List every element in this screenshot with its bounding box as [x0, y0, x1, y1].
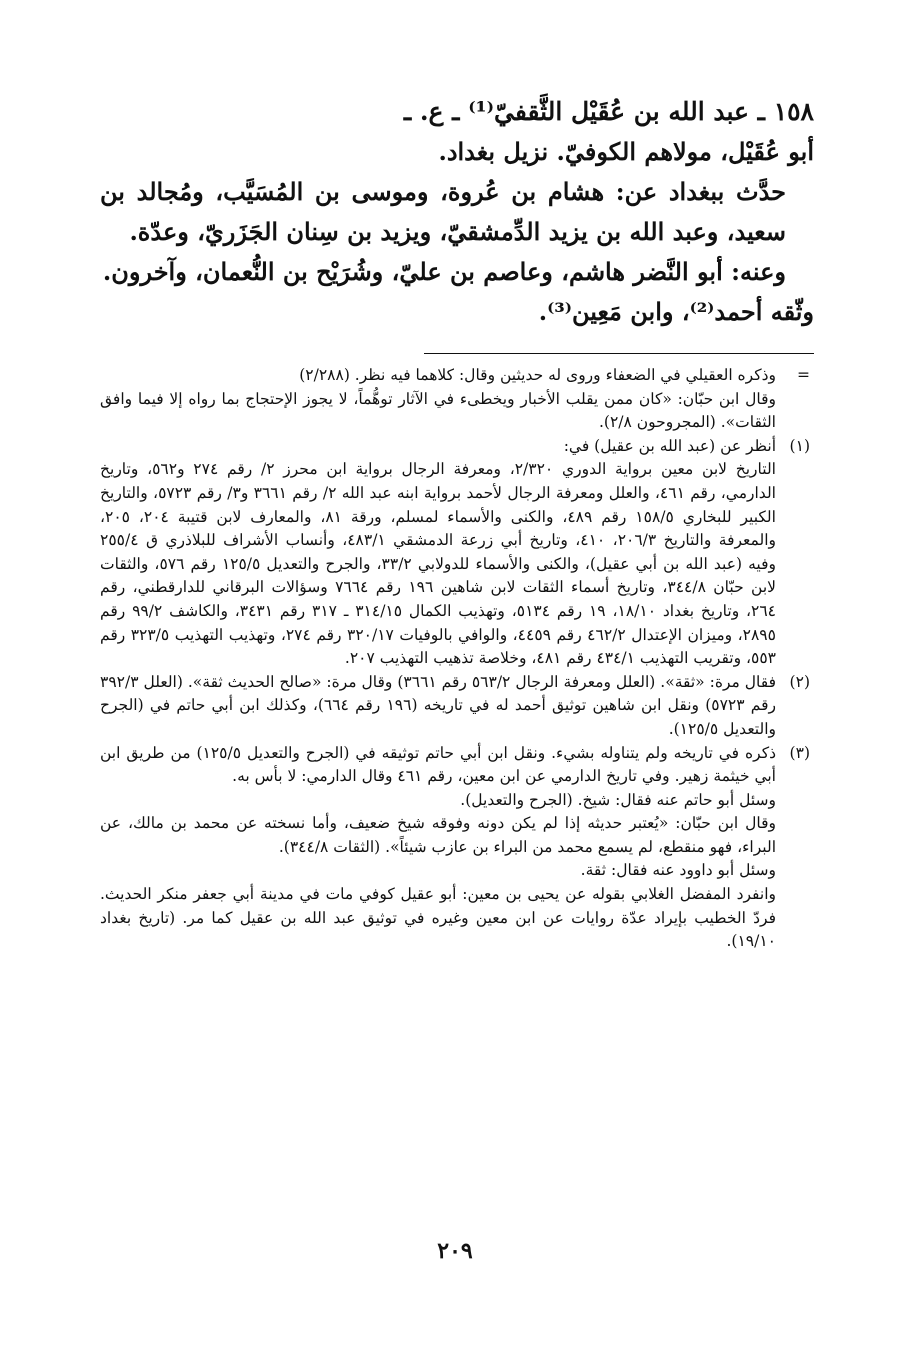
- footnote-paragraph: وانفرد المفضل الغلابي بقوله عن يحيى بن معين: أبو عقيل كوفي مات في مدينة أبي جعفر منكر الحديث. فردّ الخطيب بإيراد عدّة روايات عن ابن معين وغيره في توثيق عبد الله بن عقيل كما مر. (تاريخ بغداد ١٩/١٠).: [100, 885, 776, 951]
- biography-entry: [100, 92, 814, 332]
- footnote-marker: (٢): [789, 672, 810, 691]
- footnote-paragraph: أنظر عن (عبد الله بن عقيل) في:: [563, 436, 776, 455]
- page-number: ٢٠٩: [437, 1238, 473, 1264]
- footnote-paragraph: ذكره في تاريخه ولم يتناوله بشيء. ونقل ابن أبي حاتم توثيقه في (الجرح والتعديل ١٢٥/٥) من طريق ابن أبي خيثمة زهير. وفي تاريخ الدارمي عن ابن معين، رقم ٤٦١ وقال الدارمي: لا بأس به.: [100, 743, 776, 786]
- footnote-continued: [100, 364, 814, 435]
- footnote-3: [100, 742, 814, 954]
- footnote-2: [100, 671, 814, 742]
- footnote-separator: [424, 353, 814, 354]
- entry-tawthiq-line: وثّقه أحمد⁽²⁾، وابن مَعِين⁽³⁾.: [538, 297, 814, 326]
- footnote-paragraph: وسئل أبو داوود عنه فقال: ثقة.: [580, 861, 776, 880]
- footnote-marker: (١): [789, 436, 810, 455]
- footnote-paragraph: فقال مرة: «ثقة». (العلل ومعرفة الرجال ٥٦٣/٢ رقم ٣٦٦١) وقال مرة: «صالح الحديث ثقة». (العلل ٣٩٢/٣ رقم ٥٧٢٣) ونقل ابن شاهين توثيق أحمد له في تاريخه (١٩٦ رقم ٦٦٤)، وكذلك ابن أبي حاتم في (الجرح والتعديل ١٢٥/٥).: [100, 672, 776, 738]
- footnote-paragraph: وذكره العقيلي في الضعفاء وروى له حديثين وقال: كلاهما فيه نظر. (٢/٢٨٨): [299, 366, 776, 384]
- footnote-paragraph: وقال ابن حبّان: «يُعتبر حديثه إذا لم يكن دونه وفوقه شيخ ضعيف، وأما نسخته عن محمد بن مالك، عن البراء، فهو منقطع، لم يسمع محمد من البراء بن عازب شيئاً». (الثقات ٣٤٤/٨).: [100, 814, 776, 856]
- entry-teachers-paragraph: حدَّث ببغداد عن: هشام بن عُروة، وموسى بن المُسَيَّب، ومُجالد بن سعيد، وعبد الله بن يزيد الدِّمشقيّ، ويزيد بن سِنان الجَزَريّ، وعدّة.: [100, 177, 786, 246]
- footnotes: [100, 364, 814, 954]
- entry-students-paragraph: وعنه: أبو النَّضر هاشم، وعاصم بن عليّ، وشُرَيْح بن النُّعمان، وآخرون.: [102, 257, 786, 286]
- footnote-paragraph: وقال ابن حبّان: «كان ممن يقلب الأخبار ويخطىء في الآثار توهُّماً، لا يجوز الإحتجاج بما رواه إلا فيما وافق الثقات». (المجروحون ٢/٨).: [100, 389, 776, 432]
- footnote-1: [100, 435, 814, 671]
- entry-heading: ١٥٨ ـ عبد الله بن عُقَيْل الثَّقفيّ⁽¹⁾ ـ ع. ـ: [403, 97, 814, 126]
- footnote-marker: (٣): [789, 743, 810, 762]
- footnote-paragraph: التاريخ لابن معين برواية الدوري ٢/٣٢٠، ومعرفة الرجال برواية ابن محرز ٢/ رقم ٢٧٤ و٥٦٢، وتاريخ الدارمي، رقم ٤٦١، والعلل ومعرفة الرجال لأحمد برواية ابنه عبد الله ٢/ رقم ٣٦٦١ و٣/ رقم ٥٧٢٣، والتاريخ الكبير للبخاري ١٥٨/٥ رقم ٤٨٩، والكنى والأسماء لمسلم، ورقة ٨١، والمعارف لابن قتيبة ٢٠٤، ٢٠٥، والمعرفة والتاريخ ٢٠٦/٣، ٤١٠، وتاريخ أبي زرعة الدمشقي ٤٨٣/١، وأنساب الأشراف للبلاذري ق ٢٥٥/٤ وفيه (عبد الله بن أبي عقيل)، والكنى والأسماء للدولابي ٣٣/٢، والجرح والتعديل ١٢٥/٥ رقم ٥٧٦، والثقات لابن حبّان ٣٤٤/٨، وتاريخ أسماء الثقات لابن شاهين ١٩٦ رقم ٧٦٦٤ وسؤالات البرقاني للدارقطني، رقم ٢٦٤، وتاريخ بغداد ١٨/١٠، ١٩ رقم ٥١٣٤، وتهذيب الكمال ٣١٤/١٥ ـ ٣١٧ رقم ٣٤٣١، والكاشف ٩٩/٢ رقم ٢٨٩٥، وميزان الإعتدال ٤٦٢/٢ رقم ٤٤٥٩، والوافي بالوفيات ٣٢٠/١٧ رقم ٢٧٤، وتهذيب التهذيب ٣٢٣/٥ رقم ٥٥٣، وتقريب التهذيب ٤٣٤/١ رقم ٤٨١، وخلاصة تذهيب التهذيب ٢٠٧.: [100, 460, 777, 668]
- footnote-paragraph: وسئل أبو حاتم عنه فقال: شيخ. (الجرح والتعديل).: [460, 790, 776, 809]
- entry-kunya-line: أبو عُقَيْل، مولاهم الكوفيّ. نزيل بغداد.: [438, 137, 814, 166]
- footnote-marker: =: [797, 366, 810, 384]
